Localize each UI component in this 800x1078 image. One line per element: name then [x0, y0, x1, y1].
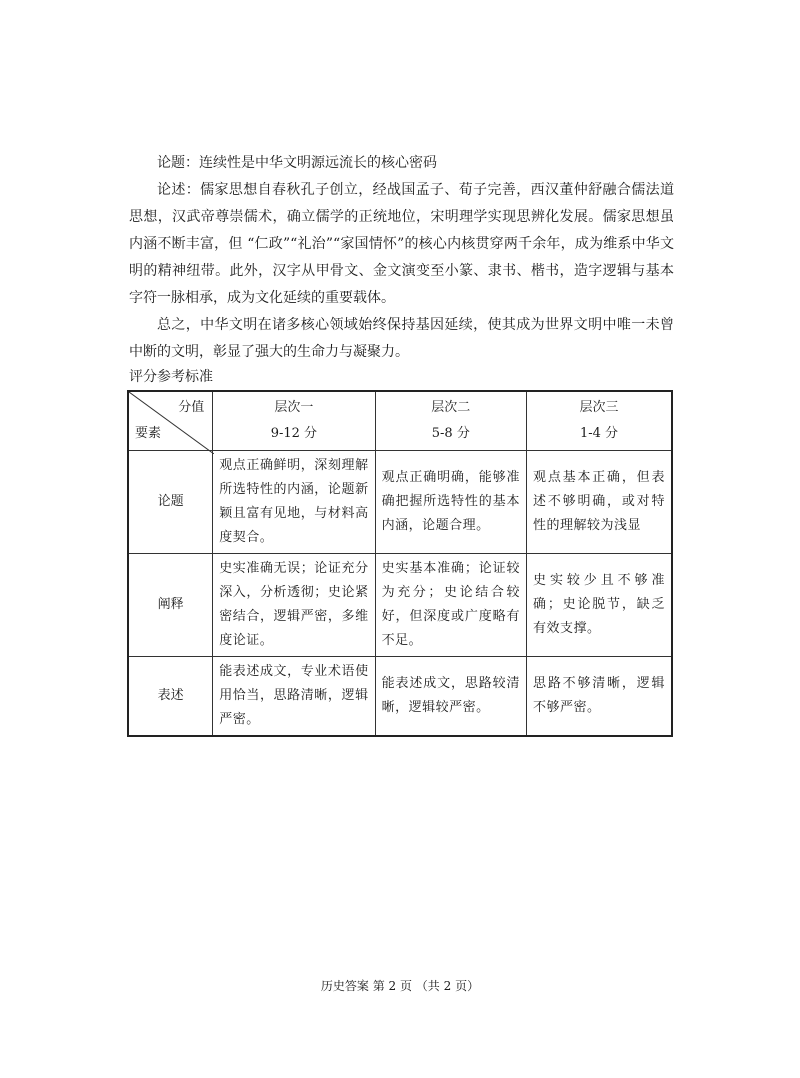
- rubric-row-explain: [128, 554, 672, 657]
- rubric-title: 评分参考标准: [129, 369, 213, 385]
- essay-topic: 论题：连续性是中华文明源远流长的核心密码: [157, 155, 437, 171]
- rubric-cell: 思路不够清晰，逻辑不够严密。: [527, 657, 672, 737]
- corner-score-label: 分值: [178, 400, 205, 415]
- rubric-cell: 观点正确明确，能够准确把握所选特性的基本内涵，论题合理。: [375, 451, 526, 554]
- rubric-cell: 史实较少且不够准确；史论脱节，缺乏有效支撑。: [527, 554, 672, 657]
- row-element: 阐释: [128, 554, 213, 657]
- level-name: 层次一: [274, 400, 314, 415]
- rubric-cell: 史实基本准确；论证较为充分；史论结合较好，但深度或广度略有不足。: [375, 554, 526, 657]
- level-header: [213, 391, 375, 451]
- level-header: [527, 391, 672, 451]
- essay-argument: 论述：儒家思想自春秋孔子创立，经战国孟子、荀子完善，西汉董仲舒融合儒法道思想，汉武帝尊崇儒术，确立儒学的正统地位，宋明理学实现思辨化发展。儒家思想虽内涵不断丰富，但 “仁政”“礼治”“家国情怀”的核心内核贯穿两千余年，成为维系中华文明的精神纽带。此外，汉字从甲骨文、金文演变至小篆、隶书、楷书，造字逻辑与基本字符一脉相承，成为文化延续的重要载体。: [129, 182, 674, 306]
- rubric-corner-cell: [128, 391, 213, 451]
- rubric-cell: 观点正确鲜明，深刻理解所选特性的内涵，论题新颖且富有见地，与材料高度契合。: [213, 451, 375, 554]
- rubric-row-expression: [128, 657, 672, 737]
- row-element: 表述: [128, 657, 213, 737]
- page-footer: 历史答案 第 2 页 （共 2 页）: [320, 979, 480, 993]
- level-score: 9-12 分: [270, 426, 318, 441]
- sample-essay: [129, 150, 674, 366]
- rubric-cell: 能表述成文，专业术语使用恰当，思路清晰，逻辑严密。: [213, 657, 375, 737]
- level-name: 层次三: [579, 400, 619, 415]
- row-element: 论题: [128, 451, 213, 554]
- rubric-cell: 能表述成文，思路较清晰，逻辑较严密。: [375, 657, 526, 737]
- level-header: [375, 391, 526, 451]
- rubric-cell: 史实准确无误；论证充分深入，分析透彻；史论紧密结合，逻辑严密，多维度论证。: [213, 554, 375, 657]
- rubric-table: [127, 390, 673, 737]
- essay-conclusion: 总之，中华文明在诸多核心领域始终保持基因延续，使其成为世界文明中唯一未曾中断的文明，彰显了强大的生命力与凝聚力。: [129, 317, 674, 360]
- level-score: 5-8 分: [431, 426, 470, 441]
- corner-element-label: 要素: [135, 426, 162, 441]
- rubric-row-topic: [128, 451, 672, 554]
- rubric-cell: 观点基本正确，但表述不够明确，或对特性的理解较为浅显: [527, 451, 672, 554]
- rubric-header-row: [128, 391, 672, 451]
- level-score: 1-4 分: [579, 426, 619, 441]
- level-name: 层次二: [431, 400, 471, 415]
